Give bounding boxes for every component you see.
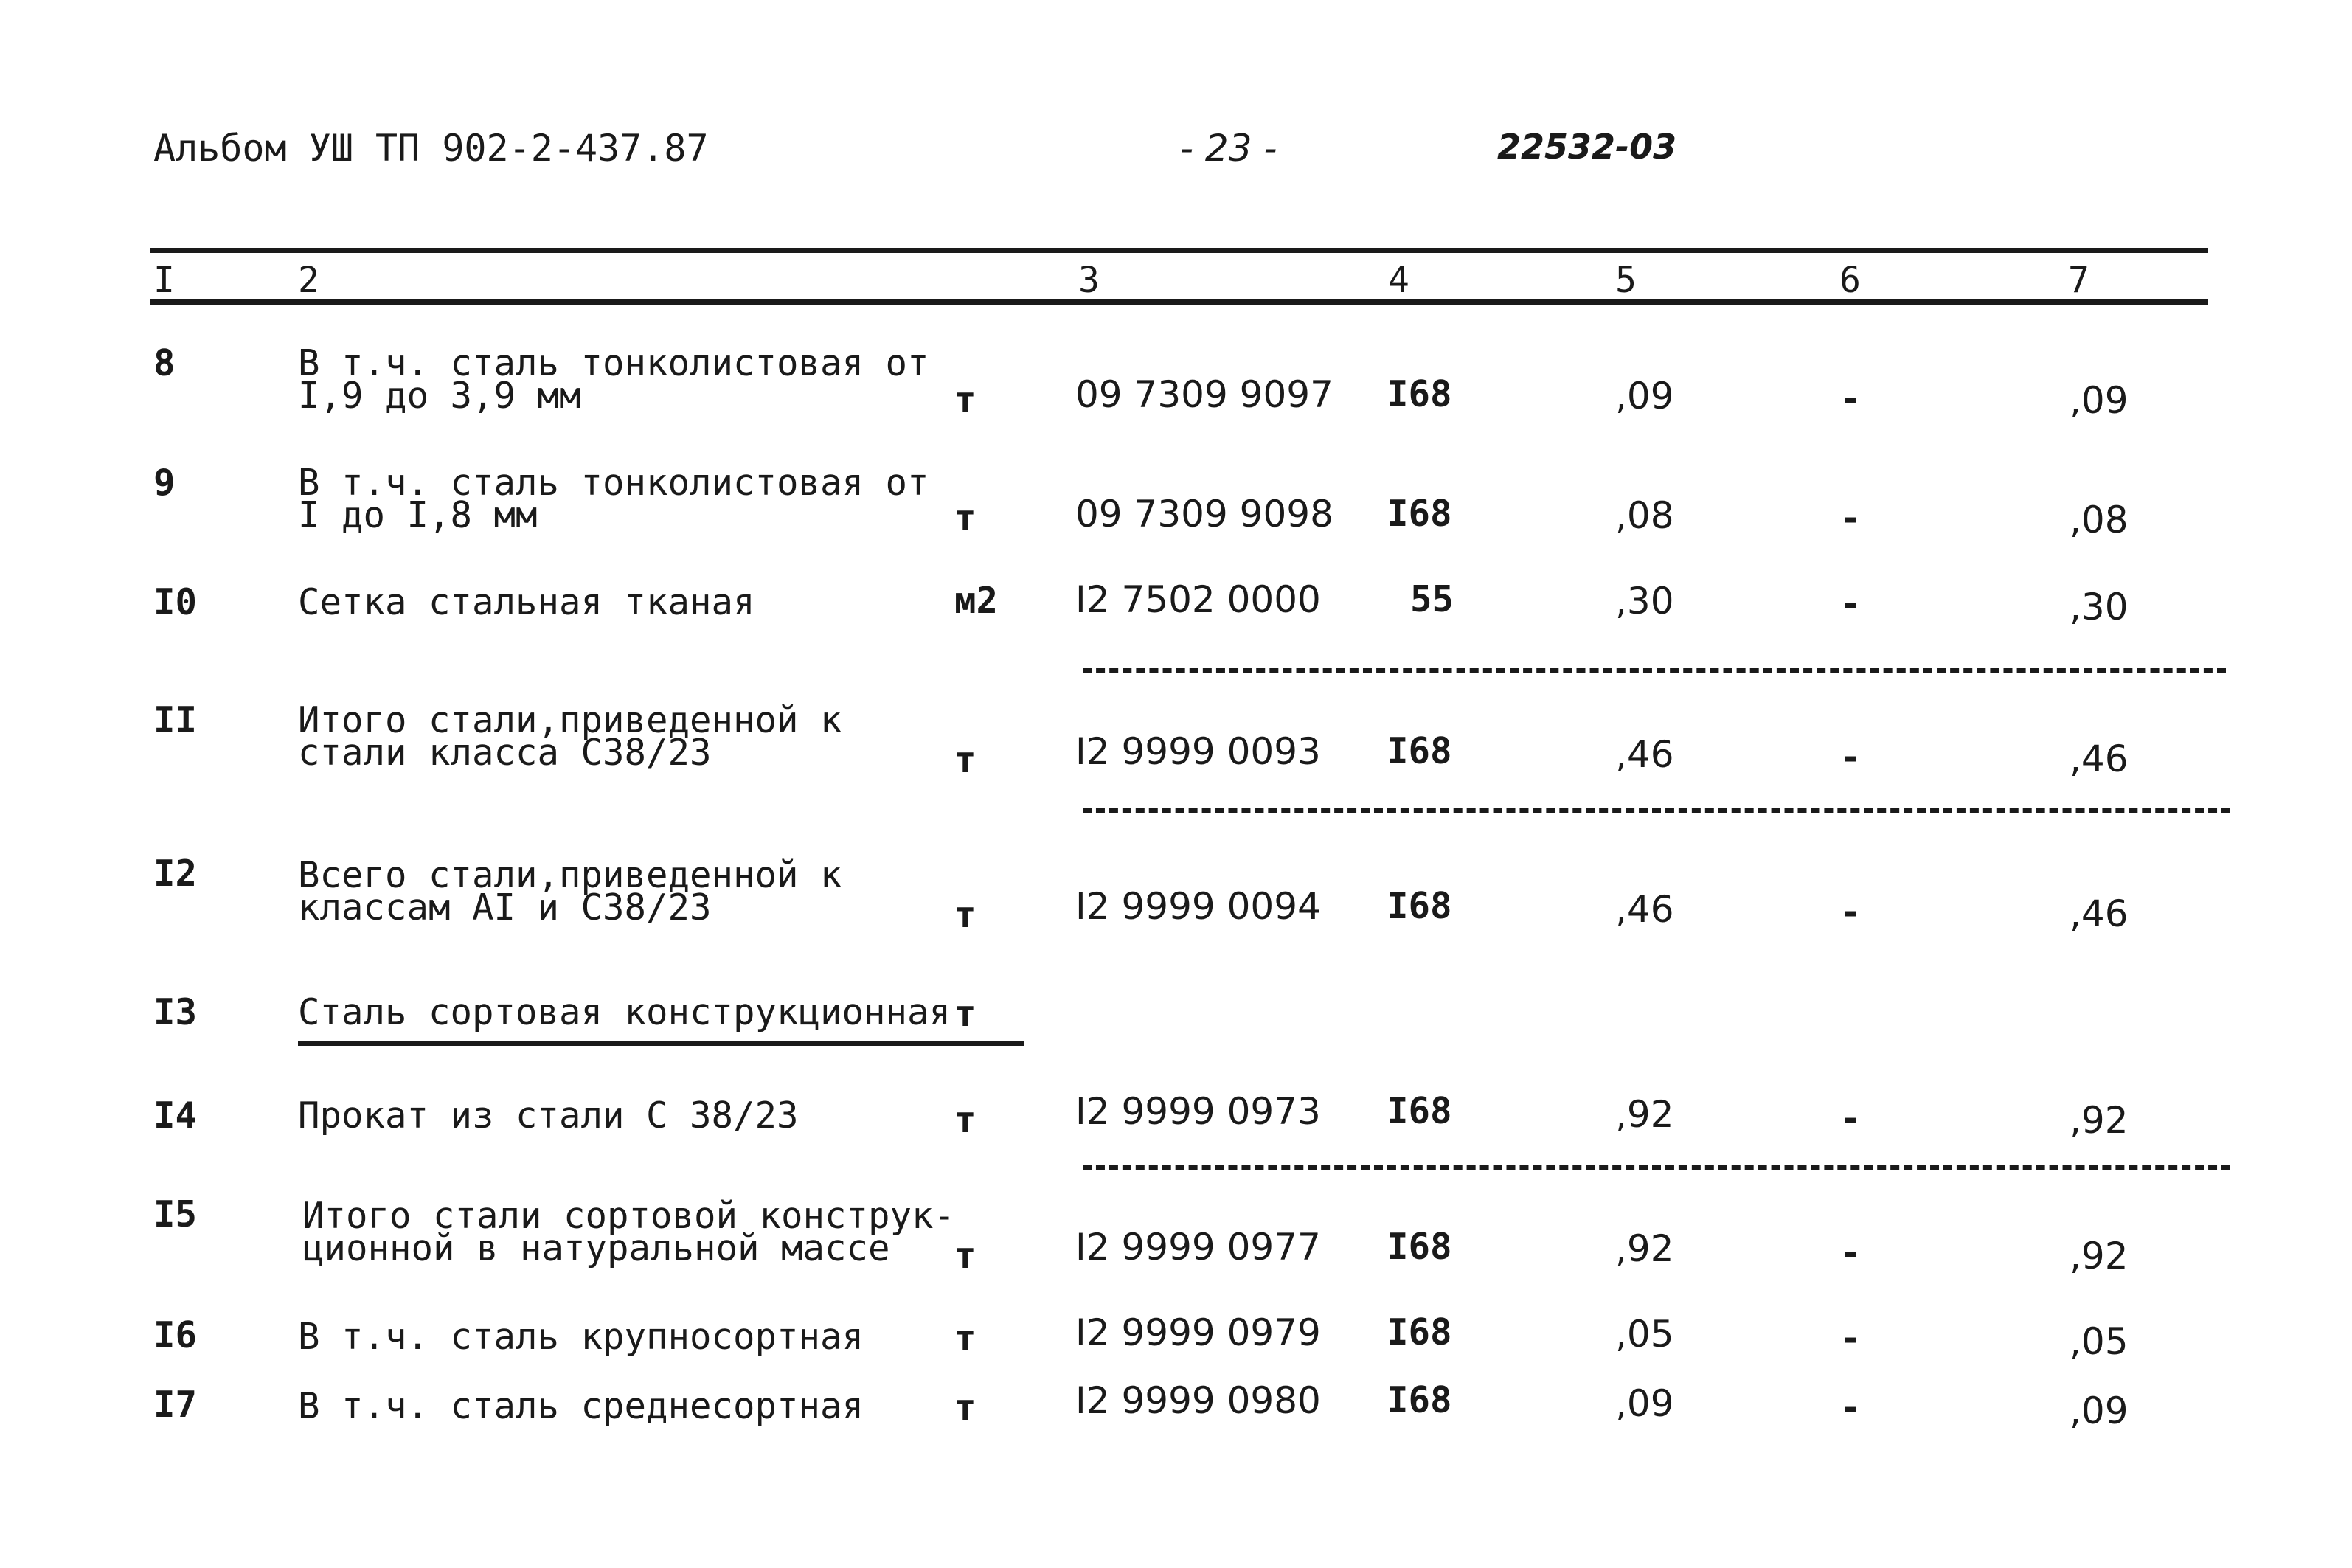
row-col4: I68 — [1387, 493, 1452, 535]
row-code: 09 7309 9098 — [1075, 493, 1333, 535]
row-unit: т — [954, 993, 976, 1035]
row-col6: - — [1839, 1387, 1862, 1429]
row-col6: - — [1839, 497, 1862, 539]
row-unit: т — [954, 497, 976, 539]
row-unit: т — [954, 379, 976, 421]
row-col7: ,08 — [2070, 499, 2129, 541]
row-number: 8 — [153, 342, 176, 384]
row-number: I0 — [153, 581, 198, 623]
row-col4: 55 — [1410, 578, 1454, 620]
row-col6: - — [1839, 1317, 1862, 1359]
row-col5: ,30 — [1615, 580, 1674, 622]
row-name-line1: В т.ч. сталь среднесортная — [298, 1385, 864, 1427]
row-number: I3 — [153, 991, 198, 1033]
row-name-line1: В т.ч. сталь крупносортная — [298, 1316, 864, 1358]
row-unit: т — [954, 1235, 976, 1277]
row-name-line1: Всего стали,приведенной к — [298, 854, 842, 896]
row-name-line1: В т.ч. сталь тонколистовая от — [298, 342, 929, 384]
row-code: I2 9999 0979 — [1075, 1311, 1321, 1354]
row-col7: ,92 — [2070, 1235, 2129, 1277]
document-code: 22532-03 — [1497, 127, 1677, 167]
row-col5: ,08 — [1615, 494, 1674, 537]
row-col5: ,92 — [1615, 1227, 1674, 1270]
row-number: 9 — [153, 462, 176, 504]
row-name-line2: I до I,8 мм — [298, 494, 538, 536]
section-underline — [298, 1041, 1024, 1046]
column-number-6: 6 — [1839, 260, 1861, 301]
row-col4: I68 — [1387, 1311, 1452, 1353]
row-code: I2 9999 0980 — [1075, 1379, 1321, 1422]
page-number: - 23 - — [1180, 127, 1277, 170]
column-number-2: 2 — [298, 260, 319, 301]
row-col5: ,09 — [1615, 375, 1674, 417]
row-col7: ,92 — [2070, 1099, 2129, 1142]
row-col4: I68 — [1387, 1226, 1452, 1268]
row-col6: - — [1839, 378, 1862, 420]
row-col4: I68 — [1387, 730, 1452, 772]
dashed-separator — [1083, 1165, 2230, 1170]
row-col7: ,30 — [2070, 586, 2129, 628]
row-col5: ,09 — [1615, 1382, 1674, 1425]
row-unit: т — [954, 894, 976, 936]
row-col6: - — [1839, 1232, 1862, 1274]
row-number: II — [153, 699, 198, 741]
row-name-line1: В т.ч. сталь тонколистовая от — [298, 462, 929, 504]
row-number: I7 — [153, 1384, 198, 1426]
row-name-line2: классам AI и С38/23 — [298, 887, 712, 929]
row-col5: ,05 — [1615, 1313, 1674, 1356]
row-unit: м2 — [954, 580, 999, 622]
row-col7: ,46 — [2070, 892, 2129, 935]
row-col5: ,46 — [1615, 733, 1674, 776]
row-name-line2: стали класса С38/23 — [298, 732, 712, 774]
row-col5: ,92 — [1615, 1093, 1674, 1136]
row-name-line1: Итого стали сортовой конструк- — [302, 1195, 956, 1237]
section-title: Сталь сортовая конструкционная — [298, 991, 951, 1033]
row-name-line1: Итого стали,приведенной к — [298, 699, 842, 741]
row-col6: - — [1839, 1097, 1862, 1139]
row-col7: ,09 — [2070, 1390, 2129, 1432]
top-rule — [150, 248, 2208, 253]
dashed-separator — [1083, 668, 2226, 673]
row-number: I5 — [153, 1193, 198, 1235]
row-code: 09 7309 9097 — [1075, 373, 1333, 416]
column-number-7: 7 — [2068, 260, 2089, 301]
row-number: I4 — [153, 1095, 198, 1137]
row-col7: ,46 — [2070, 738, 2129, 780]
row-unit: т — [954, 1387, 976, 1429]
row-name-line1: Прокат из стали С 38/23 — [298, 1095, 799, 1137]
row-code: I2 9999 0093 — [1075, 730, 1321, 773]
row-name-line1: Сетка стальная тканая — [298, 581, 755, 623]
row-name-line2: ционной в натуральной массе — [302, 1227, 890, 1269]
row-col5: ,46 — [1615, 888, 1674, 931]
row-name-line2: I,9 до 3,9 мм — [298, 375, 581, 417]
row-unit: т — [954, 1317, 976, 1359]
row-col4: I68 — [1387, 885, 1452, 927]
row-col6: - — [1839, 891, 1862, 933]
column-number-5: 5 — [1615, 260, 1637, 301]
row-col4: I68 — [1387, 1379, 1452, 1421]
row-code: I2 9999 0977 — [1075, 1226, 1321, 1269]
row-col4: I68 — [1387, 373, 1452, 415]
row-number: I6 — [153, 1314, 198, 1356]
row-code: I2 7502 0000 — [1075, 578, 1321, 621]
column-number-4: 4 — [1388, 260, 1409, 301]
row-col6: - — [1839, 583, 1862, 625]
row-code: I2 9999 0973 — [1075, 1090, 1321, 1133]
row-code: I2 9999 0094 — [1075, 885, 1321, 928]
row-col7: ,09 — [2070, 379, 2129, 422]
row-unit: т — [954, 739, 976, 781]
row-col6: - — [1839, 736, 1862, 778]
row-col7: ,05 — [2070, 1320, 2129, 1363]
header-rule — [150, 299, 2208, 305]
row-number: I2 — [153, 853, 198, 895]
column-number-3: 3 — [1078, 260, 1100, 301]
album-title: Альбом УШ ТП 902-2-437.87 — [153, 127, 709, 170]
row-col4: I68 — [1387, 1090, 1452, 1132]
dashed-separator — [1083, 808, 2230, 813]
row-unit: т — [954, 1099, 976, 1141]
column-number-1: I — [153, 260, 175, 301]
